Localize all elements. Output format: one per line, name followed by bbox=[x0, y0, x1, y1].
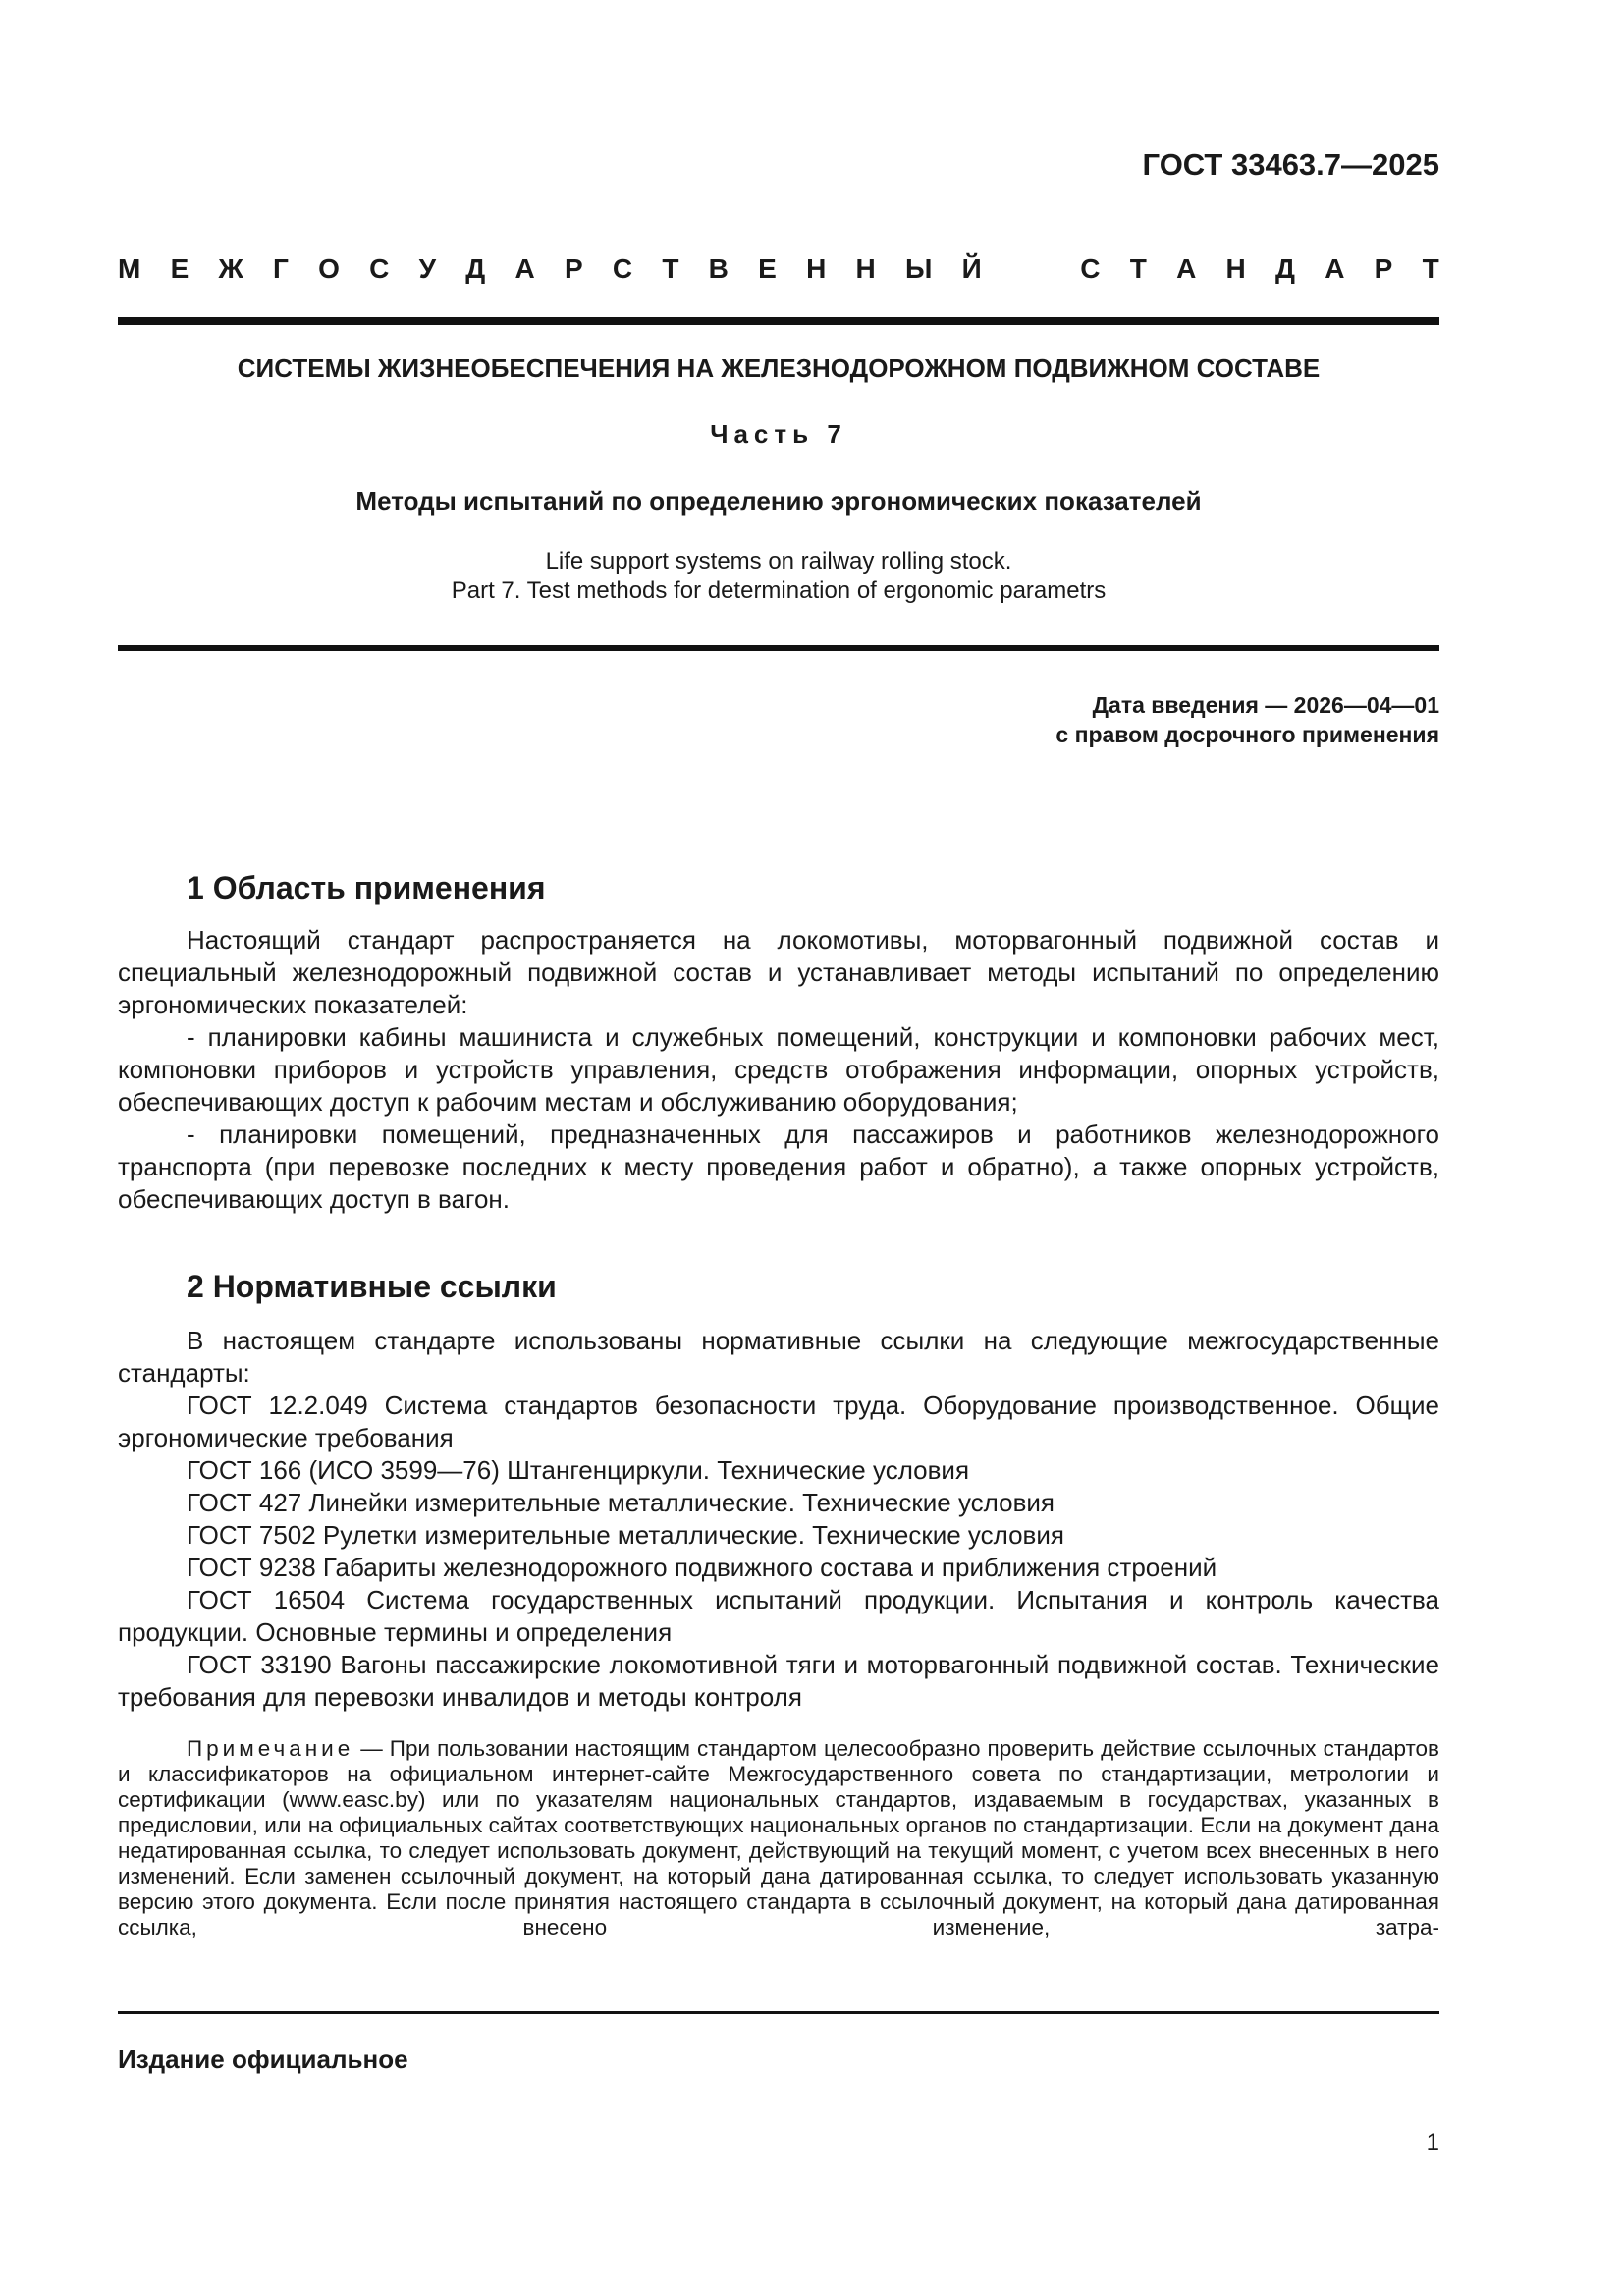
heading-letter: А bbox=[1325, 253, 1345, 284]
heading-letter: О bbox=[318, 253, 340, 284]
heading-letter: Т bbox=[662, 253, 679, 284]
note-block bbox=[118, 1736, 1439, 1941]
reference-item: ГОСТ 33190 Вагоны пассажирские локомотивной тяги и моторвагонный подвижной состав. Технические требования для перевозки инвалидов и методы контроля bbox=[118, 1650, 1439, 1712]
heading-letter: Н bbox=[806, 253, 827, 284]
part-number: Часть 7 bbox=[710, 419, 847, 449]
edition-label: Издание официальное bbox=[118, 2045, 408, 2074]
heading-letter: Т bbox=[1129, 253, 1147, 284]
reference-item: ГОСТ 7502 Рулетки измерительные металлические. Технические условия bbox=[187, 1520, 1064, 1550]
heading-letter: У bbox=[418, 253, 437, 284]
note-dash: — bbox=[353, 1736, 390, 1761]
heading-letter: Н bbox=[855, 253, 876, 284]
reference-item: ГОСТ 12.2.049 Система стандартов безопасности труда. Оборудование производственное. Общие эргономические требования bbox=[118, 1391, 1439, 1452]
english-title-line-1: Life support systems on railway rolling stock. bbox=[545, 548, 1012, 574]
reference-item: ГОСТ 166 (ИСО 3599—76) Штангенциркули. Технические условия bbox=[187, 1455, 970, 1485]
section-heading-references: 2 Нормативные ссылки bbox=[187, 1269, 557, 1304]
reference-item: ГОСТ 16504 Система государственных испытаний продукции. Испытания и контроль качества продукции. Основные термины и определения bbox=[118, 1585, 1439, 1647]
reference-item: ГОСТ 9238 Габариты железнодорожного подвижного состава и приближения строений bbox=[187, 1553, 1217, 1582]
section-body-scope bbox=[118, 924, 1439, 1216]
english-title-line-2: Part 7. Test methods for determination of ergonomic parametrs bbox=[451, 577, 1107, 604]
introduction-date bbox=[1055, 690, 1439, 749]
early-application-line: с правом досрочного применения bbox=[1055, 722, 1439, 747]
heading-letter: Е bbox=[758, 253, 777, 284]
section-body-references bbox=[118, 1325, 1439, 1714]
paragraph: Настоящий стандарт распространяется на локомотивы, моторвагонный подвижной состав и специальный железнодорожный подвижной состав и устанавливает методы испытаний по определению эргономических показателей: bbox=[118, 925, 1439, 1019]
heading-letter: Т bbox=[1422, 253, 1439, 284]
heading-letter: Г bbox=[273, 253, 289, 284]
heading-letter: Д bbox=[465, 253, 486, 284]
reference-item: ГОСТ 427 Линейки измерительные металлические. Технические условия bbox=[187, 1488, 1055, 1517]
heading-letter: Н bbox=[1225, 253, 1246, 284]
paragraph: В настоящем стандарте использованы нормативные ссылки на следующие межгосударственные стандарты: bbox=[118, 1326, 1439, 1388]
section-heading-scope: 1 Область применения bbox=[187, 870, 546, 905]
note-text: При пользовании настоящим стандартом целесообразно проверить действие ссылочных стандартов и классификаторов на официальном интернет-сайте Межгосударственного совета по стандартизации, метрологии и сертификации (www.easc.by) или по указателям национальных стандартов, издаваемым в государствах, указанных в предисловии, или на официальных сайтах соответствующих национальных органов по стандартизации. Если на документ дана недатированная ссылка, то следует использовать документ, действующий на текущий момент, с учетом всех внесенных в него изменений. Если заменен ссылочный документ, на который дана датированная ссылка, то следует использовать указанную версию этого документа. Если после принятия настоящего стандарта в ссылочный документ, на который дана датированная ссылка, внесено изменение, затра- bbox=[118, 1736, 1439, 1940]
document-page bbox=[118, 0, 1439, 2296]
english-title bbox=[118, 547, 1439, 606]
document-subtitle: Методы испытаний по определению эргономических показателей bbox=[355, 486, 1202, 516]
top-divider bbox=[118, 317, 1439, 325]
list-item: - планировки помещений, предназначенных для пассажиров и работников железнодорожного транспорта (при перевозке последних к месту проведения работ и обратно), а также опорных устройств, обеспечивающих доступ в вагон. bbox=[118, 1120, 1439, 1214]
note-label: Примечание bbox=[187, 1736, 354, 1761]
heading-letter: М bbox=[118, 253, 141, 284]
list-item: - планировки кабины машиниста и служебных помещений, конструкции и компоновки рабочих мест, компоновки приборов и устройств управления, средств отображения информации, опорных устройств, обеспечивающих доступ к рабочим местам и обслуживанию оборудования; bbox=[118, 1022, 1439, 1117]
note-paragraph bbox=[118, 1736, 1439, 1941]
heading-letter: С bbox=[612, 253, 633, 284]
heading-letter: В bbox=[708, 253, 729, 284]
introduction-date-line: Дата введения — 2026—04—01 bbox=[1092, 692, 1439, 718]
title-divider bbox=[118, 645, 1439, 651]
heading-letter: Р bbox=[564, 253, 583, 284]
heading-letter: А bbox=[1176, 253, 1197, 284]
document-number: ГОСТ 33463.7—2025 bbox=[1142, 147, 1439, 182]
heading-letter: Й bbox=[961, 253, 982, 284]
heading-letter: Р bbox=[1374, 253, 1393, 284]
footer-divider bbox=[118, 2011, 1439, 2014]
heading-letter: А bbox=[514, 253, 535, 284]
heading-letter: Ы bbox=[905, 253, 933, 284]
heading-letter: Д bbox=[1275, 253, 1295, 284]
heading-letter: Е bbox=[170, 253, 189, 284]
word-gap bbox=[1011, 251, 1051, 287]
heading-letter: Ж bbox=[218, 253, 243, 284]
standard-type-heading bbox=[118, 251, 1439, 287]
heading-letter: С bbox=[1080, 253, 1101, 284]
page-number: 1 bbox=[1426, 2129, 1439, 2156]
heading-letter: С bbox=[369, 253, 390, 284]
document-title: СИСТЕМЫ ЖИЗНЕОБЕСПЕЧЕНИЯ НА ЖЕЛЕЗНОДОРОЖНОМ ПОДВИЖНОМ СОСТАВЕ bbox=[237, 354, 1321, 383]
